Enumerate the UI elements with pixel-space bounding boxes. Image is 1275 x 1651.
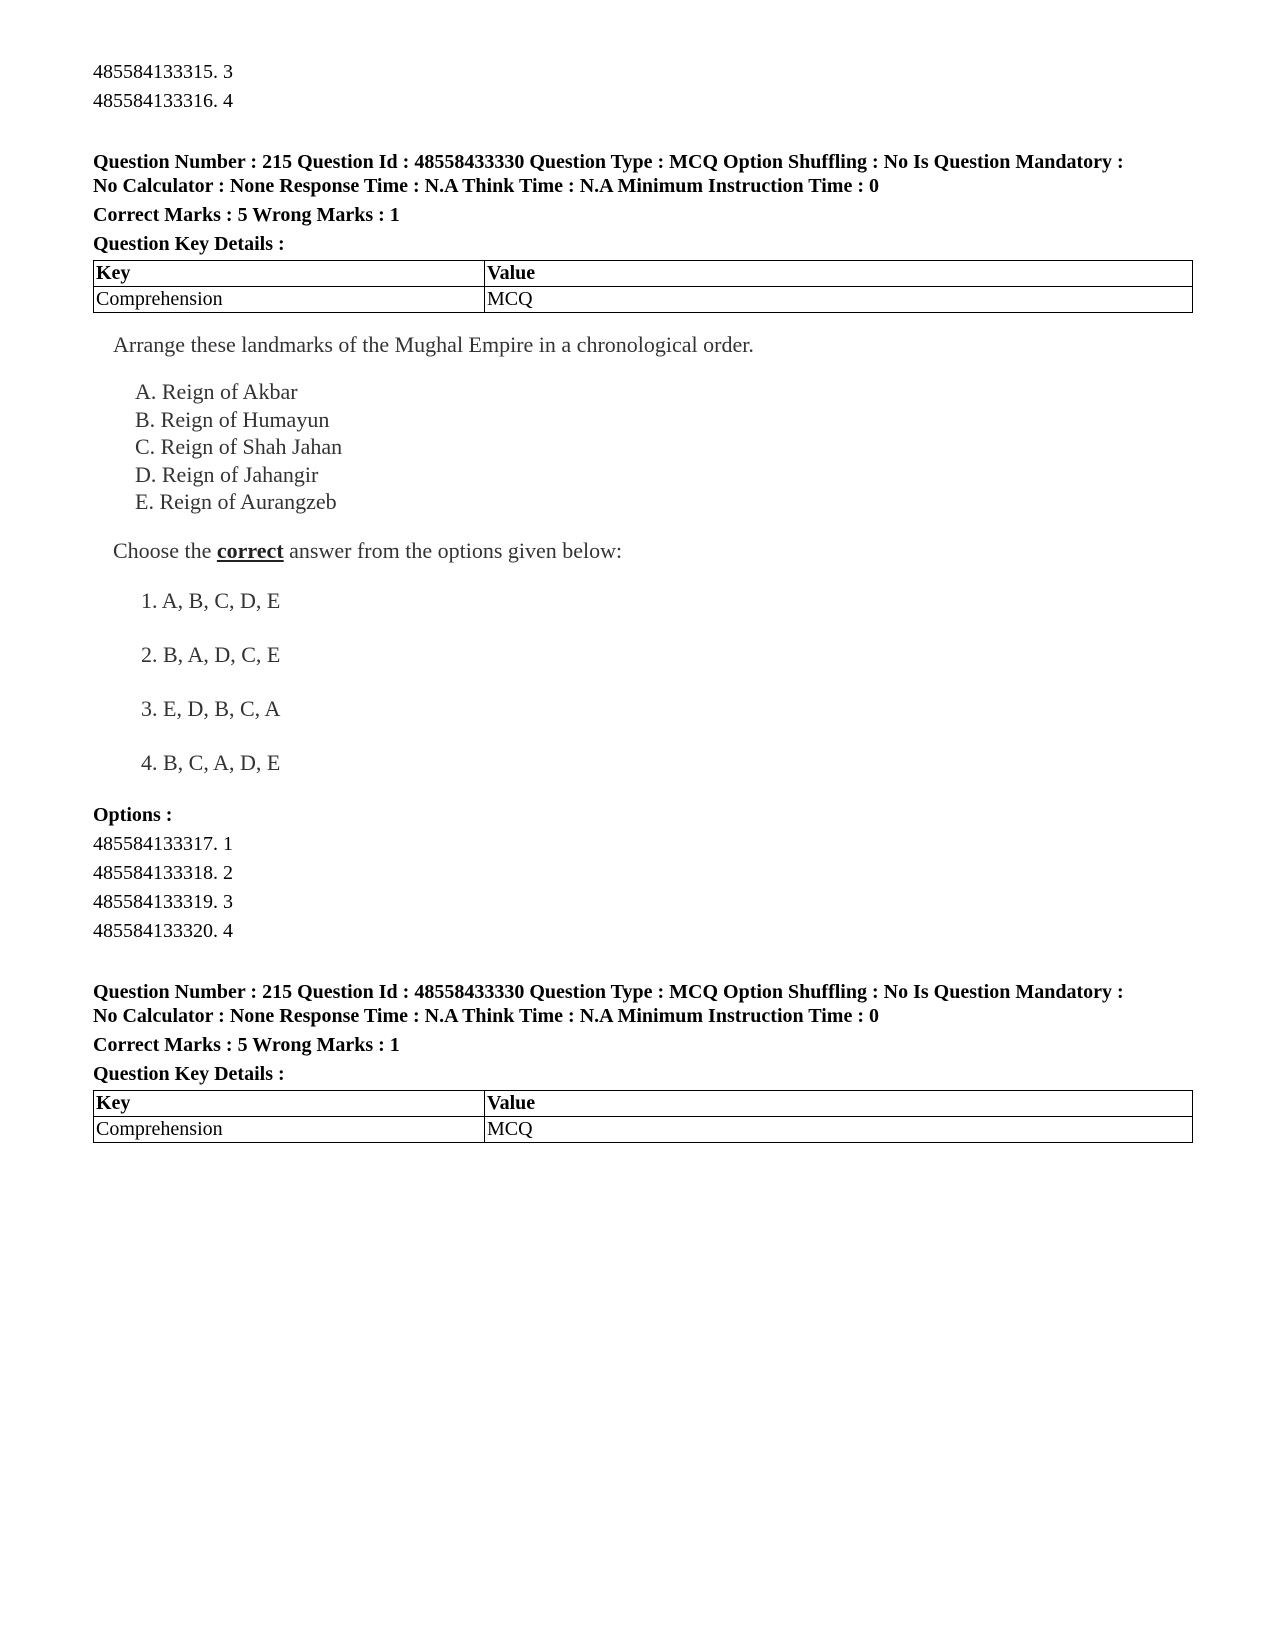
question-meta-line-1: Question Number : 215 Question Id : 48558433330 Question Type : MCQ Option Shuffling : No Is Question Mandatory : bbox=[93, 151, 1124, 173]
table-row bbox=[94, 1116, 1193, 1142]
question-meta-line-2: No Calculator : None Response Time : N.A Think Time : N.A Minimum Instruction Time : 0 bbox=[93, 175, 879, 197]
question-meta-line-2: No Calculator : None Response Time : N.A Think Time : N.A Minimum Instruction Time : 0 bbox=[93, 1004, 879, 1027]
marks-line: Correct Marks : 5 Wrong Marks : 1 bbox=[93, 204, 400, 226]
table-cell-value: MCQ bbox=[485, 1116, 1193, 1142]
option-label: 3 bbox=[223, 61, 233, 83]
options-label: Options : bbox=[93, 803, 173, 826]
table-header-value: Value bbox=[485, 1090, 1193, 1116]
key-details-label: Question Key Details : bbox=[93, 1062, 285, 1085]
question-item: B. Reign of Humayun bbox=[135, 406, 330, 432]
question-item: D. Reign of Jahangir bbox=[135, 461, 319, 487]
choose-emphasis: correct bbox=[216, 537, 284, 563]
previous-options-list bbox=[93, 58, 1193, 116]
option-line: 485584133315. 3 bbox=[93, 61, 233, 83]
option-label: 4 bbox=[223, 90, 233, 112]
question-item: A. Reign of Akbar bbox=[135, 379, 298, 404]
answer-choice: 1. A, B, C, D, E bbox=[141, 587, 281, 613]
answer-choice: 4. B, C, A, D, E bbox=[141, 749, 281, 775]
question-header-block bbox=[93, 980, 1193, 1143]
option-line: 485584133317. 1 bbox=[93, 832, 233, 855]
table-header-row bbox=[94, 261, 1193, 287]
option-label: 4 bbox=[223, 919, 233, 942]
table-header-key: Key bbox=[94, 261, 485, 287]
table-cell-key: Comprehension bbox=[94, 1116, 485, 1142]
option-line: 485584133318. 2 bbox=[93, 861, 233, 884]
answer-choice: 2. B, A, D, C, E bbox=[141, 641, 281, 667]
option-label: 3 bbox=[223, 890, 233, 913]
table-header-key: Key bbox=[94, 1090, 485, 1116]
key-details-table bbox=[93, 1090, 1193, 1143]
option-line: 485584133316. 4 bbox=[93, 90, 233, 112]
question-meta-line-1: Question Number : 215 Question Id : 48558433330 Question Type : MCQ Option Shuffling : No Is Question Mandatory : bbox=[93, 980, 1124, 1003]
answer-choice: 3. E, D, B, C, A bbox=[141, 695, 281, 721]
table-header-value: Value bbox=[485, 261, 1193, 287]
table-row bbox=[94, 287, 1193, 313]
option-id: 485584133320 bbox=[93, 919, 213, 942]
option-id: 485584133317 bbox=[93, 832, 213, 855]
question-stem: Arrange these landmarks of the Mughal Empire in a chronological order. bbox=[113, 332, 754, 357]
question-items-list bbox=[113, 378, 753, 516]
choose-text-before: Choose the bbox=[113, 537, 217, 563]
option-line: 485584133320. 4 bbox=[93, 919, 233, 942]
marks-line: Correct Marks : 5 Wrong Marks : 1 bbox=[93, 1033, 400, 1056]
key-details-table bbox=[93, 260, 1193, 313]
choose-instruction bbox=[113, 537, 753, 565]
answer-choices-list bbox=[113, 587, 753, 777]
document-page bbox=[93, 58, 1193, 1143]
table-cell-key: Comprehension bbox=[94, 287, 485, 313]
option-line: 485584133319. 3 bbox=[93, 890, 233, 913]
options-block bbox=[93, 801, 1193, 946]
question-header-block bbox=[93, 150, 1193, 313]
option-id: 485584133315 bbox=[93, 61, 213, 83]
table-cell-value: MCQ bbox=[485, 287, 1193, 313]
table-header-row bbox=[94, 1090, 1193, 1116]
option-id: 485584133318 bbox=[93, 861, 213, 884]
choose-text-after: answer from the options given below: bbox=[283, 537, 623, 563]
question-body-image bbox=[113, 331, 753, 777]
question-item: C. Reign of Shah Jahan bbox=[135, 434, 343, 459]
option-id: 485584133316 bbox=[93, 90, 213, 112]
option-label: 1 bbox=[223, 832, 233, 855]
question-item: E. Reign of Aurangzeb bbox=[135, 489, 337, 514]
option-label: 2 bbox=[223, 861, 233, 884]
key-details-label: Question Key Details : bbox=[93, 233, 285, 255]
option-id: 485584133319 bbox=[93, 890, 213, 913]
